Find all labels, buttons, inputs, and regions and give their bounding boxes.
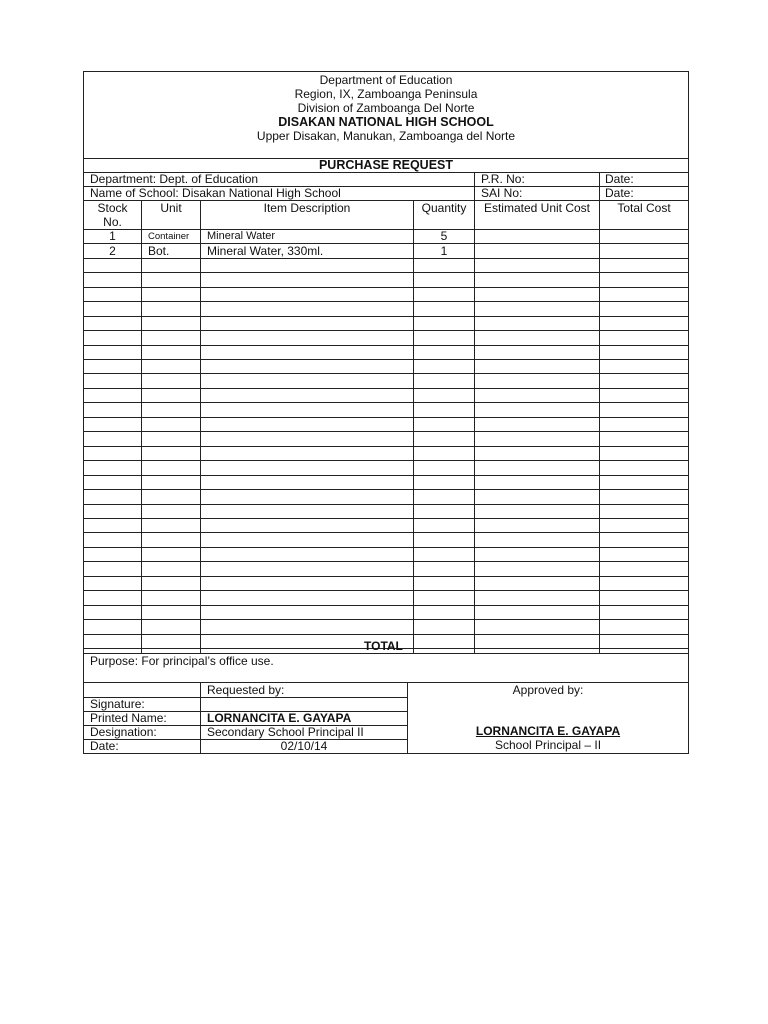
table-row-line bbox=[84, 561, 688, 562]
table-row-line bbox=[84, 301, 688, 302]
purpose-text: Purpose: For principal’s office use. bbox=[90, 654, 274, 668]
table-row-line bbox=[84, 431, 688, 432]
table-row-line bbox=[84, 345, 688, 346]
table-row-line bbox=[84, 547, 688, 548]
printed-name-label: Printed Name: bbox=[90, 711, 167, 725]
table-row-line bbox=[84, 532, 688, 533]
table-row-line bbox=[84, 373, 688, 374]
sai-no-field: SAI No: bbox=[481, 186, 523, 200]
designation-label: Designation: bbox=[90, 725, 157, 739]
table-row-line bbox=[84, 316, 688, 317]
total-label: TOTAL bbox=[364, 639, 403, 653]
requested-by-label: Requested by: bbox=[207, 683, 285, 697]
column-divider bbox=[141, 200, 142, 653]
header-address: Upper Disakan, Manukan, Zamboanga del Norte bbox=[256, 129, 516, 143]
requested-printed-name: LORNANCITA E. GAYAPA bbox=[207, 711, 352, 725]
item-description: Mineral Water, 330ml. bbox=[207, 244, 324, 258]
table-row-line bbox=[84, 330, 688, 331]
item-stock-no: 2 bbox=[109, 244, 116, 258]
letterhead bbox=[84, 72, 688, 159]
school-field: Name of School: Disakan National High School bbox=[90, 186, 341, 200]
approved-by-label: Approved by: bbox=[512, 683, 584, 697]
column-divider bbox=[474, 172, 475, 653]
table-row-line bbox=[84, 590, 688, 591]
requested-designation: Secondary School Principal II bbox=[207, 725, 364, 739]
column-header-item-description: Item Description bbox=[263, 201, 351, 215]
column-divider bbox=[413, 200, 414, 653]
header-school-name: DISAKAN NATIONAL HIGH SCHOOL bbox=[278, 115, 494, 129]
table-row-line bbox=[84, 576, 688, 577]
table-row-line bbox=[84, 287, 688, 288]
table-row-line bbox=[84, 272, 688, 273]
table-row-line bbox=[84, 417, 688, 418]
date-field-2: Date: bbox=[605, 186, 634, 200]
table-row-line bbox=[84, 460, 688, 461]
item-quantity: 1 bbox=[440, 244, 448, 258]
form-title: PURCHASE REQUEST bbox=[318, 158, 454, 172]
column-header-stock-no: Stock No. bbox=[97, 201, 128, 229]
table-row-line bbox=[84, 489, 688, 490]
item-stock-no: 1 bbox=[109, 229, 116, 243]
item-unit: Container bbox=[148, 231, 190, 242]
column-header-estimated-unit-cost: Estimated Unit Cost bbox=[483, 201, 591, 215]
table-row-line bbox=[84, 388, 688, 389]
table-row-line bbox=[84, 359, 688, 360]
column-divider bbox=[599, 172, 600, 653]
column-divider bbox=[200, 200, 201, 653]
item-description: Mineral Water bbox=[207, 230, 276, 242]
header-division: Division of Zamboanga Del Norte bbox=[297, 101, 475, 115]
date-field-1: Date: bbox=[605, 172, 634, 186]
table-row-line bbox=[84, 634, 688, 635]
signature-label: Signature: bbox=[90, 697, 145, 711]
column-header-unit: Unit bbox=[160, 201, 182, 215]
table-row-line bbox=[84, 475, 688, 476]
item-quantity: 5 bbox=[440, 229, 448, 243]
item-unit: Bot. bbox=[148, 244, 170, 258]
column-header-quantity: Quantity bbox=[421, 201, 467, 215]
table-row-line bbox=[84, 258, 688, 259]
department-field: Department: Dept. of Education bbox=[90, 172, 259, 186]
table-row-line bbox=[84, 402, 688, 403]
table-row-line bbox=[84, 518, 688, 519]
table-row-line bbox=[84, 619, 688, 620]
pr-no-field: P.R. No: bbox=[481, 172, 525, 186]
column-header-total-cost: Total Cost bbox=[617, 201, 671, 215]
table-row-line bbox=[84, 504, 688, 505]
table-row-line bbox=[84, 446, 688, 447]
header-department: Department of Education bbox=[319, 73, 453, 87]
header-region: Region, IX, Zamboanga Peninsula bbox=[294, 87, 478, 101]
approved-designation: School Principal – II bbox=[494, 738, 602, 752]
table-row-line bbox=[84, 605, 688, 606]
purchase-request-form bbox=[83, 71, 689, 754]
date-label: Date: bbox=[90, 739, 119, 753]
approved-printed-name: LORNANCITA E. GAYAPA bbox=[475, 724, 621, 738]
requested-date: 02/10/14 bbox=[280, 739, 328, 753]
